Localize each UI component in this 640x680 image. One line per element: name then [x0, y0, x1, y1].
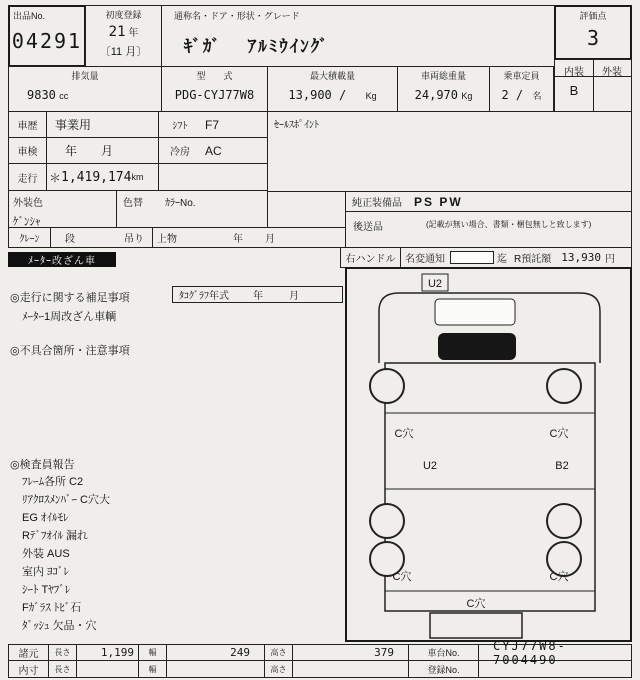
later-items-label: 後送品 — [353, 222, 383, 233]
rear-right-wheel-1 — [547, 504, 581, 538]
crane-upper-label: 上物 — [157, 234, 177, 245]
evaluation-score: 3 — [586, 26, 600, 50]
cab-roof-panel — [438, 333, 516, 360]
truck-top-view-diagram — [347, 269, 630, 640]
first-registration-year: 21 年 — [108, 24, 139, 40]
color-number-label: ｶﾗｰNo. — [165, 198, 196, 209]
dims-row-label: 諸元 — [9, 645, 49, 660]
interior-grade: B — [569, 83, 579, 98]
exterior-color-value: ｹﾞﾝｼｬ — [13, 216, 41, 228]
exterior-color-label: 外装色 — [13, 198, 43, 209]
inspector-report-item: Rﾃﾞﾌｵｲﾙ 漏れ — [22, 530, 88, 542]
length-label: 長さ — [49, 645, 77, 660]
first-registration-label: 初度登録 — [105, 10, 142, 20]
height-label: 高さ — [265, 661, 293, 677]
exterior-label: 外装 — [602, 67, 622, 78]
recycle-deposit-value: 13,930 — [561, 251, 601, 264]
history-label: 車歴 — [9, 112, 47, 137]
fuel-label — [159, 164, 201, 190]
inspector-report-list — [22, 473, 322, 635]
model-code-cell — [161, 66, 268, 112]
crane-step-hoist-cell — [51, 228, 153, 247]
width-label: 幅 — [139, 645, 167, 660]
height-value: 379 — [293, 645, 409, 660]
crane-date-value: 年 月 — [233, 234, 281, 245]
damage-code-low-right: C穴 — [549, 571, 569, 583]
sales-point-label: ｾｰﾙｽﾎﾟｲﾝﾄ — [274, 120, 319, 131]
name-change-date-field — [450, 251, 494, 264]
handle-deposit-row — [340, 247, 632, 268]
chassis-number-value: CYJ77W8-7004490 — [493, 638, 567, 667]
fuel-value — [201, 164, 267, 190]
registration-number-value — [479, 661, 631, 677]
width-value: 249 — [167, 645, 265, 660]
interior-exterior-box — [554, 59, 632, 112]
tachograph-label: ﾀｺｸﾞﾗﾌ年式 — [179, 291, 229, 302]
displacement-label: 排気量 — [71, 71, 99, 81]
meter-tampered-badge: ﾒｰﾀｰ改ざん車 — [8, 252, 116, 267]
mileage-note-body: ﾒｰﾀｰ1周改ざん車輌 — [22, 311, 117, 323]
meter-tamper-asterisk: ＊ — [49, 170, 62, 185]
crane-hoist-label: 吊り — [124, 234, 144, 245]
evaluation-label: 評価点 — [579, 11, 607, 21]
damage-diagram-frame — [345, 267, 632, 642]
mileage-row — [8, 163, 268, 191]
front-right-wheel — [547, 369, 581, 403]
payload-value: 13,900 / Kg — [288, 88, 377, 102]
crane-step-label: 段 — [65, 234, 75, 245]
ac-label: 冷房 — [170, 147, 190, 158]
dimensions-row — [9, 638, 631, 667]
history-row — [8, 111, 268, 138]
inner-width-value — [167, 661, 265, 677]
displacement-value: 9830 cc — [27, 88, 69, 102]
first-registration-box — [85, 5, 162, 67]
damage-code-low-left: C穴 — [392, 571, 412, 583]
mileage-note-title: ◎走行に関する補足事項 — [10, 292, 130, 304]
shift-label: ｼﾌﾄ — [172, 121, 188, 132]
dimensions-table — [8, 638, 632, 678]
displacement-cell — [8, 66, 162, 112]
rear-gate — [430, 613, 522, 638]
inspector-report-item: ﾀﾞｯｼｭ 欠品・穴 — [22, 620, 97, 632]
damage-code-bottom: C穴 — [466, 598, 486, 610]
vehicle-name-header: 通称名・ドア・形状・グレード — [174, 11, 300, 21]
tachograph-box — [172, 286, 343, 303]
later-items-note: (記載が無い場合、書類・梱包無しと致します) — [426, 220, 592, 229]
inspector-report-item: Fｶﾞﾗｽ ﾄﾋﾞ石 — [22, 602, 82, 614]
inspector-report-item: EG ｵｲﾙﾓﾚ — [22, 512, 69, 524]
factory-equipment-row — [345, 191, 632, 212]
inspector-report-item: ﾘｱｸﾛｽﾒﾝﾊﾞｰ C穴大 — [22, 494, 110, 506]
length-label: 長さ — [49, 661, 77, 677]
until-label: 迄 — [497, 254, 507, 265]
shift-value: F7 — [205, 117, 220, 132]
inner-height-value — [293, 661, 409, 677]
damage-code-mid-left: C穴 — [394, 428, 414, 440]
inner-dimensions-row — [9, 661, 631, 677]
vehicle-name-box — [161, 5, 555, 67]
gross-weight-value: 24,970 Kg — [414, 88, 473, 102]
crane-label: ｸﾚｰﾝ — [9, 228, 51, 247]
front-left-wheel — [370, 369, 404, 403]
exterior-color-row — [8, 190, 268, 228]
mileage-label: 走行 — [9, 164, 47, 190]
damage-code-center: U2 — [422, 460, 438, 472]
capacity-label: 乗車定員 — [503, 71, 540, 81]
capacity-value: 2 / 名 — [501, 88, 542, 102]
exterior-color-cell — [9, 191, 117, 227]
history-value: 事業用 — [47, 112, 159, 137]
rear-left-wheel-1 — [370, 504, 404, 538]
inspector-report-item: 室内 ﾖｺﾞﾚ — [22, 566, 70, 578]
capacity-cell — [489, 66, 554, 112]
model-code-label: 型 式 — [196, 71, 233, 81]
chassis-number-label: 車台No. — [409, 645, 479, 660]
exterior-grade — [593, 83, 631, 98]
first-registration-month: 〔11 月〕 — [99, 46, 148, 58]
recycle-deposit-label: R預託額 — [514, 254, 552, 265]
inner-length-value — [77, 661, 139, 677]
inspection-row — [8, 137, 268, 164]
interior-label: 内装 — [564, 67, 584, 78]
damage-code-center-right: B2 — [555, 460, 569, 472]
gross-weight-cell — [397, 66, 490, 112]
inspector-report-item: ｼｰﾄ Tﾔﾌﾞﾚ — [22, 584, 71, 596]
payload-label: 最大積載量 — [309, 71, 355, 81]
factory-equipment-label: 純正装備品 — [352, 198, 402, 209]
lot-number-box — [8, 5, 86, 67]
inspection-label: 車検 — [9, 138, 47, 163]
lot-number-label: 出品No. — [13, 11, 46, 21]
damage-code-top: U2 — [427, 278, 443, 290]
inner-dims-row-label: 内寸 — [9, 661, 49, 677]
mileage-value: ＊ 1,419,174 km — [47, 164, 159, 190]
name-change-label: 名変通知 — [405, 254, 445, 265]
factory-equipment-value: PS PW — [414, 194, 463, 209]
divider — [593, 60, 594, 111]
evaluation-box — [554, 5, 632, 60]
sales-point-box — [267, 111, 632, 192]
windshield — [435, 299, 515, 325]
crane-row — [8, 227, 346, 248]
payload-cell — [267, 66, 398, 112]
yen-label: 円 — [604, 254, 615, 265]
length-value: 1,199 — [77, 645, 139, 660]
registration-number-label: 登録No. — [409, 661, 479, 677]
ac-value: AC — [205, 143, 222, 158]
lot-number-value: 04291 — [11, 29, 83, 53]
inspector-report-item: 外装 AUS — [22, 548, 70, 560]
inspection-value: 年 月 — [47, 138, 159, 163]
height-label: 高さ — [265, 645, 293, 660]
color-change-cell — [117, 191, 267, 227]
damage-code-mid-right: C穴 — [549, 428, 569, 440]
tachograph-value: 年 月 — [253, 291, 307, 302]
model-code-value: PDG-CYJ77W8 — [174, 88, 255, 102]
handle-position-label: 右ハンドル — [341, 248, 401, 267]
gross-weight-label: 車両総重量 — [420, 71, 466, 81]
width-label: 幅 — [139, 661, 167, 677]
color-change-label: 色替 — [123, 198, 143, 209]
defect-note-title: ◎不具合箇所・注意事項 — [10, 345, 130, 357]
later-items-row — [345, 211, 632, 248]
auction-sheet — [8, 5, 632, 678]
inspector-report-item: ﾌﾚｰﾑ各所 C2 — [22, 476, 84, 488]
inspector-report-title: ◎検査員報告 — [10, 459, 75, 471]
vehicle-name: ｷﾞｶﾞ ｱﾙﾐｳｲﾝｸﾞ — [184, 37, 330, 56]
